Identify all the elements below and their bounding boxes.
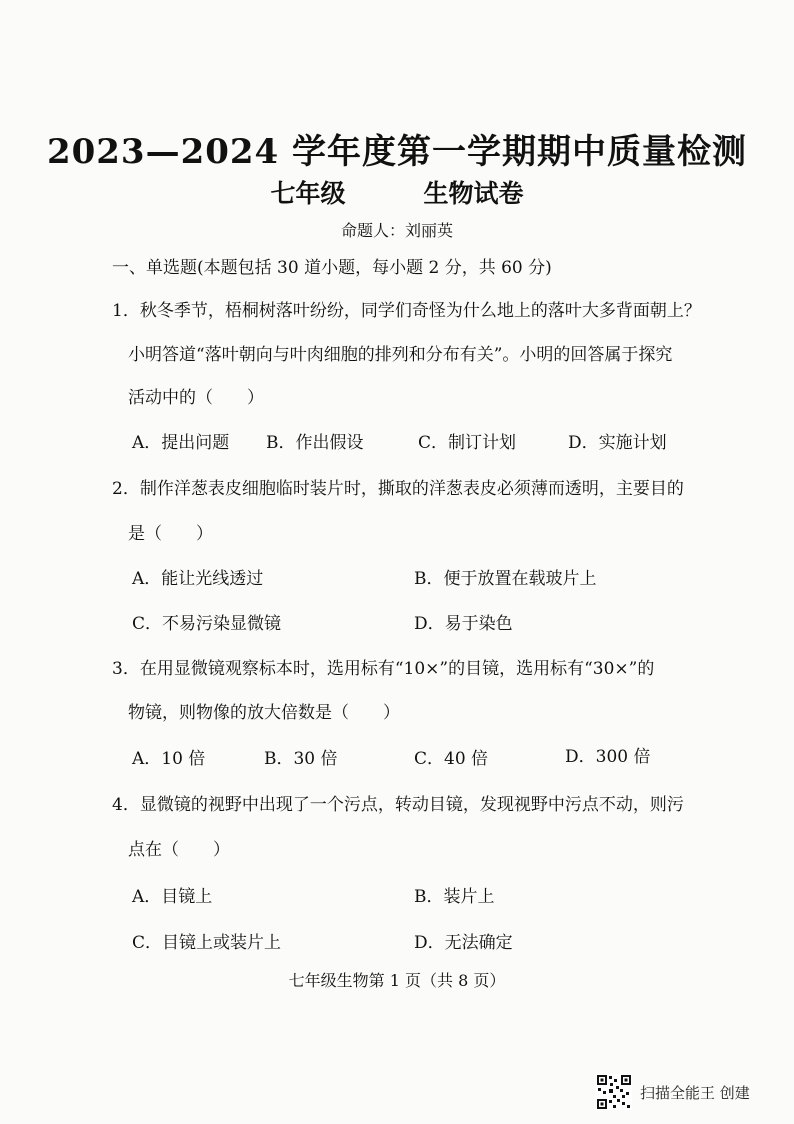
scanner-watermark [596,1074,750,1110]
section-heading: 一、单选题(本题包括 30 道小题，每小题 2 分，共 60 分) [112,258,552,278]
option-b: B．便于放置在载玻片上 [414,569,597,589]
question-text-line: 3．在用显微镜观察标本时，选用标有“10×”的目镜，选用标有“30×”的 [112,659,655,679]
question-text-line: 点在（ ） [128,840,230,860]
question-text-line: 4．显微镜的视野中出现了一个污点，转动目镜，发现视野中污点不动，则污 [112,795,684,815]
option-b: B．30 倍 [264,749,338,769]
question-text-line: 是（ ） [128,524,213,544]
option-c: C．目镜上或装片上 [132,933,282,953]
option-c: C．制订计划 [418,433,517,453]
exam-title: 2023—2024 学年度第一学期期中质量检测 [46,132,748,172]
question-text-line: 2．制作洋葱表皮细胞临时装片时，撕取的洋葱表皮必须薄而透明，主要目的 [112,479,684,499]
option-a: A．提出问题 [132,433,230,453]
option-b: B．作出假设 [266,433,364,453]
qr-code-icon [596,1074,632,1110]
author-line: 命题人：刘丽英 [340,221,453,240]
question-text-line: 小明答道“落叶朝向与叶肉细胞的排列和分布有关”。小明的回答属于探究 [128,345,673,365]
option-d: D．易于染色 [414,614,513,634]
watermark-text: 扫描全能王 创建 [640,1083,750,1102]
option-a: A．目镜上 [132,887,213,907]
grade-label: 七年级 [270,179,346,208]
question-text-line: 活动中的（ ） [128,388,264,408]
option-c: C．40 倍 [414,749,489,769]
subject-label: 生物试卷 [423,179,524,208]
option-d: D．无法确定 [414,933,513,953]
option-c: C．不易污染显微镜 [132,614,282,634]
option-d: D．实施计划 [568,433,667,453]
exam-subtitle [0,174,794,210]
option-b: B．装片上 [414,887,495,907]
question-text-line: 1．秋冬季节，梧桐树落叶纷纷，同学们奇怪为什么地上的落叶大多背面朝上？ [112,301,701,321]
option-a: A．10 倍 [132,749,206,769]
page-footer: 七年级生物第 1 页（共 8 页） [288,971,506,990]
question-text-line: 物镜，则物像的放大倍数是（ ） [128,703,400,723]
option-d: D．300 倍 [565,747,651,767]
option-a: A．能让光线透过 [132,569,264,589]
